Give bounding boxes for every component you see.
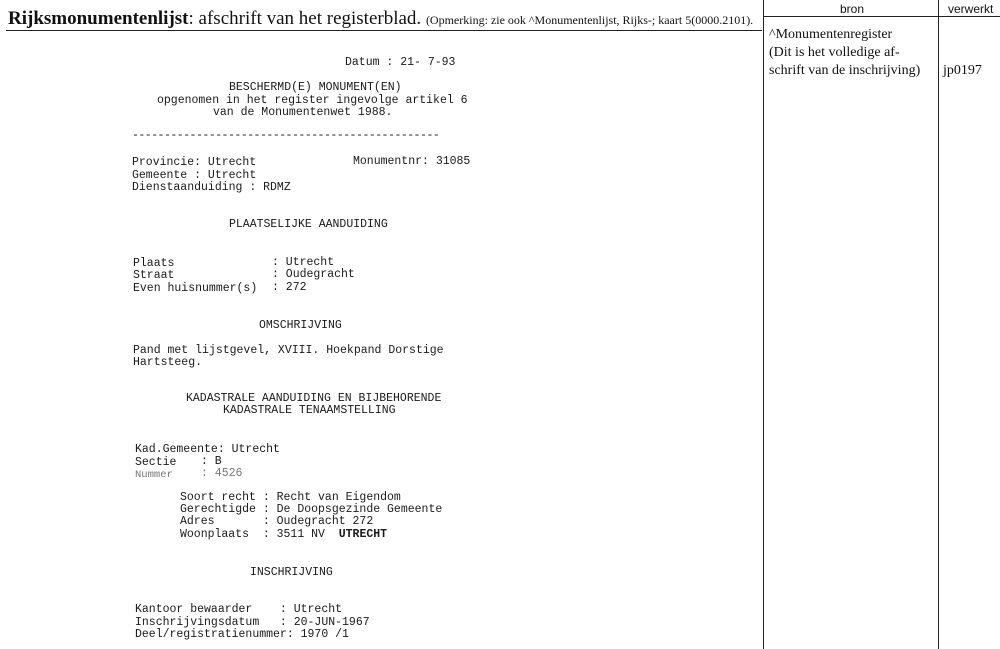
- doc-datum: Datum : 21- 7-93: [345, 56, 456, 69]
- column-header-verwerkt: verwerkt: [948, 2, 994, 16]
- doc-nummer-key: Nummer: [135, 469, 173, 481]
- doc-kad-gemeente: Kad.Gemeente: Utrecht: [135, 443, 280, 456]
- column-divider-left: [763, 0, 764, 649]
- doc-section-kadastraal-2: KADASTRALE TENAAMSTELLING: [223, 404, 396, 417]
- doc-dienst: Dienstaanduiding : RDMZ: [132, 181, 291, 194]
- doc-heading-1: BESCHERMD(E) MONUMENT(EN): [229, 81, 402, 94]
- doc-heading-2: opgenomen in het register ingevolge artikel 6: [157, 94, 468, 107]
- doc-gemeente: Gemeente : Utrecht: [132, 169, 257, 182]
- verwerkt-value: jp0197: [943, 63, 982, 78]
- doc-straat-value: : Oudegracht: [272, 268, 355, 281]
- doc-woonplaats-value: UTRECHT: [338, 528, 388, 541]
- doc-nummer-value: : 4526: [201, 467, 243, 480]
- doc-sectie-key: Sectie: [135, 456, 177, 469]
- doc-section-plaatselijk: PLAATSELIJKE AANDUIDING: [229, 218, 388, 231]
- bron-line-1: ^Monumentenregister: [769, 27, 893, 42]
- doc-provincie: Provincie: Utrecht: [132, 156, 257, 169]
- doc-huisnr-key: Even huisnummer(s): [133, 282, 258, 295]
- doc-plaats-value: : Utrecht: [272, 256, 335, 269]
- bron-line-2: (Dit is het volledige af-: [769, 45, 900, 60]
- title-note: (Opmerking: zie ook ^Monumentenlijst, Rijks-; kaart 5(0000.2101).: [425, 13, 754, 27]
- doc-adres: Adres : Oudegracht 272: [180, 515, 374, 528]
- doc-woonplaats: [180, 529, 387, 542]
- doc-dash-rule: ------------------------------------------------: [132, 129, 440, 142]
- doc-huisnr-value: : 272: [272, 281, 307, 294]
- doc-kantoor: Kantoor bewaarder : Utrecht: [135, 603, 343, 616]
- doc-straat-key: Straat: [133, 269, 175, 282]
- doc-section-kadastraal-1: KADASTRALE AANDUIDING EN BIJBEHORENDE: [186, 392, 442, 405]
- bron-line-3: schrift van de inschrijving): [769, 63, 921, 78]
- doc-soort-recht: Soort recht : Recht van Eigendom: [180, 491, 401, 504]
- doc-section-inschrijving: INSCHRIJVING: [250, 566, 333, 579]
- doc-heading-3: van de Monumentenwet 1988.: [213, 106, 393, 119]
- doc-deel: Deel/registratienummer: 1970 /1: [135, 628, 349, 641]
- column-header-line: [764, 16, 1000, 17]
- doc-omschrijving-1: Pand met lijstgevel, XVIII. Hoekpand Dorstige: [133, 344, 444, 357]
- doc-omschrijving-2: Hartsteeg.: [133, 356, 203, 369]
- doc-gerechtigde: Gerechtigde : De Doopsgezinde Gemeente: [180, 503, 443, 516]
- title-rest: : afschrift van het registerblad.: [188, 8, 422, 29]
- title-underline: [6, 30, 762, 31]
- doc-plaats-key: Plaats: [133, 257, 175, 270]
- column-header-bron: bron: [840, 2, 865, 16]
- title-bold: Rijksmonumentenlijst: [8, 8, 189, 29]
- doc-woonplaats-key: Woonplaats : 3511 NV: [180, 528, 325, 541]
- doc-sectie-value: : B: [201, 455, 222, 468]
- doc-inschrijvingsdatum: Inschrijvingsdatum : 20-JUN-1967: [135, 616, 370, 629]
- column-divider-right: [938, 0, 939, 649]
- doc-monumentnr: Monumentnr: 31085: [353, 155, 471, 168]
- doc-section-omschrijving: OMSCHRIJVING: [259, 319, 342, 332]
- page-title: [8, 8, 753, 30]
